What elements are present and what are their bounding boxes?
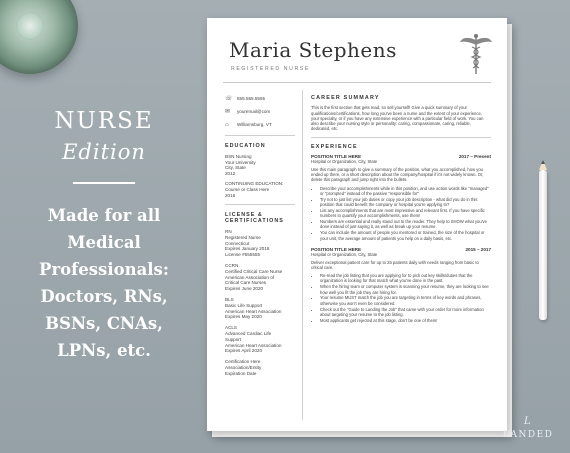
job-dates: 2015 – 2017 xyxy=(465,246,491,252)
license-line: American Heart Association xyxy=(225,308,282,314)
license-line: Certified Critical Care Nurse xyxy=(225,268,283,274)
job-title: POSITION TITLE HERE xyxy=(311,154,362,160)
email-text: youremail@com xyxy=(237,109,271,115)
job-description: Deliver exceptional patient care for up to 25 patients daily with needs ranging from basic to critical care. xyxy=(311,259,479,270)
license-line: Support xyxy=(225,336,242,342)
license-block xyxy=(225,229,295,258)
license-line: Registered Nurse xyxy=(225,234,261,240)
license-line: BLS xyxy=(225,296,234,302)
promo-line: Professionals: xyxy=(39,260,169,279)
education-heading: EDUCATION xyxy=(225,143,266,149)
succulent-center xyxy=(16,12,44,40)
caduceus-icon xyxy=(459,32,493,76)
job-bullet: • Most applicants get rejected at this stage, don't be one of them! xyxy=(320,318,491,323)
home-icon: ⌂ xyxy=(225,122,229,128)
resume-right-column xyxy=(311,96,491,329)
job-bullet: • Try not to just list your job duties or copy your job description - what did you do in this position that could benefit the company or hospital you're applying to? xyxy=(320,197,491,208)
license-line: Association/Entity xyxy=(225,364,262,370)
license-heading: CERTIFICATIONS xyxy=(225,218,284,225)
license-line: Certification Here xyxy=(225,359,261,365)
mail-icon: ✉ xyxy=(225,109,231,115)
job-bullet: • Your resume MUST match the job you are targeting in terms of key words and phrases, otherwise you won't even be considered. xyxy=(320,295,491,306)
job-organization: Hospital or Organization, City, State xyxy=(311,252,378,258)
license-line: CCRN xyxy=(225,262,239,268)
license-line: American Heart Association xyxy=(225,342,282,348)
job-bullet: • List any accomplishments that are most impressive and relevant first. If you have specific numbers to quantify your accomplishments, use them! xyxy=(320,208,491,219)
promo-line: Doctors, RNs, xyxy=(40,287,168,306)
promo-text xyxy=(18,108,190,364)
license-list xyxy=(225,229,295,377)
resume-role: REGISTERED NURSE xyxy=(231,66,310,72)
pencil-image xyxy=(539,170,547,320)
promo-line: Made for all xyxy=(47,206,161,225)
license-line: American Association of xyxy=(225,274,275,280)
job-bullets xyxy=(311,186,491,241)
license-line: Expires April 2020 xyxy=(225,348,263,354)
ce-item: Course or Class Here xyxy=(225,186,270,192)
ce-heading: CONTINUING EDUCATION: xyxy=(225,180,284,186)
job-organization: Hospital or Organization, City, State xyxy=(311,159,378,165)
column-divider xyxy=(302,90,303,420)
education-school: Your University xyxy=(225,159,256,165)
job-bullet: • Check out the "Guide to Landing the Job" that came with your order for more information about targeting your resume to the job listing. xyxy=(320,307,491,318)
ce-year: 2016 xyxy=(225,192,236,198)
job-bullets xyxy=(311,273,491,323)
education-year: 2012 xyxy=(225,171,236,177)
promo-title: NURSE xyxy=(54,108,154,134)
experience-heading: EXPERIENCE xyxy=(311,143,358,150)
resume-page xyxy=(207,18,507,431)
resume-left-column xyxy=(225,96,295,382)
promo-line: Medical xyxy=(67,233,141,252)
phone-icon: ☏ xyxy=(225,96,233,102)
job-bullet: • You can include the amount of people you mentored or trained, the size of the hospital or your unit, the average amount of patients you help on a daily basis, etc. xyxy=(320,230,491,241)
license-line: Advanced Cardiac Life xyxy=(225,330,272,336)
license-line: Connecticut xyxy=(225,240,250,246)
license-line: Expires January 2018 xyxy=(225,246,270,252)
job-description: Use this main paragraph to give a summary of the position, what you accomplished, how you ended up there, or a short description about the company/hospital if it's not widely known. Or, delete this paragraph and jump right into the bullets. xyxy=(311,166,484,183)
license-block xyxy=(225,359,295,376)
license-line: Expires June 2020 xyxy=(225,286,264,292)
license-line: License #555555 xyxy=(225,252,260,258)
job-entry xyxy=(311,247,491,323)
license-line: Expires May 2020 xyxy=(225,314,262,320)
license-heading: LICENSE & xyxy=(225,212,263,219)
phone-text: 555.555.5555 xyxy=(237,96,266,102)
license-line: Critical Care Nurses xyxy=(225,280,267,286)
job-list xyxy=(311,154,491,323)
job-bullet: • Re-read the job listing that you are applying for to pick out key skills/duties that the organization is looking for that match what you've done in the past. xyxy=(320,273,491,284)
section-divider xyxy=(225,135,295,136)
contact-location xyxy=(225,122,295,128)
brand-mark: L xyxy=(524,416,531,427)
section-divider xyxy=(225,204,295,205)
license-line: Expiration Date xyxy=(225,370,257,376)
job-bullet: • Numbers are essential and really stand out to the reader. They help to SHOW what you've done instead of just saying it, as well as break up your resume. xyxy=(320,219,491,230)
license-block xyxy=(225,325,295,354)
license-block xyxy=(225,263,295,292)
job-title: POSITION TITLE HERE xyxy=(311,246,362,252)
job-entry xyxy=(311,154,491,241)
promo-subtitle: Edition xyxy=(62,140,146,164)
license-line: RN xyxy=(225,228,232,234)
contact-phone xyxy=(225,96,295,102)
header-divider xyxy=(223,82,491,83)
license-block xyxy=(225,297,295,320)
promo-line: LPNs, etc. xyxy=(57,341,151,360)
license-line: Basic Life Support xyxy=(225,302,263,308)
promo-line: BSNs, CNAs, xyxy=(45,314,163,333)
license-line: ACLS xyxy=(225,325,238,331)
resume-name: Maria Stephens xyxy=(229,38,397,62)
location-text: Williamsburg, VT xyxy=(237,122,272,128)
brand-name: LANDED xyxy=(503,430,554,440)
education-place: City, State xyxy=(225,165,246,171)
contact-email xyxy=(225,109,295,115)
job-dates: 2017 – Present xyxy=(458,154,491,160)
summary-text: This is the first section that gets read, so sell yourself! Give a quick summary of your qualifications/certifications, how long you've been a nurse and the extent of your experience, your specialty, or if you have any extensive experience with a particular field of work. You can also describe your nursing style or personality: caring, compassionate, caring, reliable, dedicated, etc. xyxy=(311,105,484,132)
promo-divider xyxy=(73,182,135,184)
summary-heading: CAREER SUMMARY xyxy=(311,95,380,101)
job-bullet: • Describe your accomplishments while in this position, and use action words like "managed" or "prompted" instead of the passive "responsible for" xyxy=(320,186,491,197)
section-divider xyxy=(311,137,491,138)
education-degree: BSN Nursing xyxy=(225,153,252,159)
job-bullet: • When the hiring team or computer system is scanning your resume, they are looking to see how well you fit the job they are hiring for. xyxy=(320,284,491,295)
